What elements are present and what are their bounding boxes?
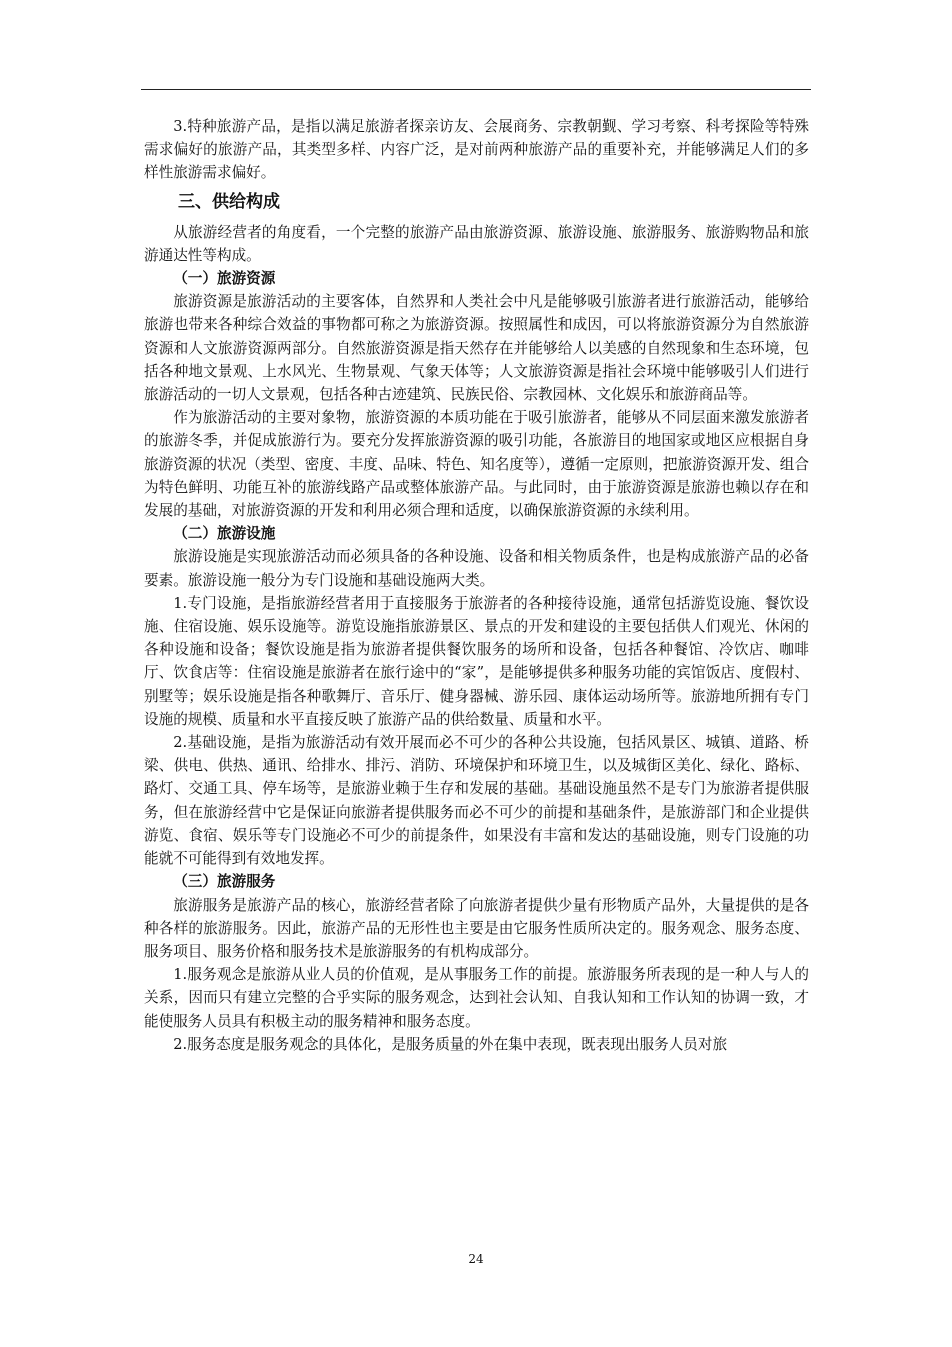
paragraph-services-2: 1.服务观念是旅游从业人员的价值观，是从事服务工作的前提。旅游服务所表现的是一种人与人的关系，因而只有建立完整的合乎实际的服务观念，达到社会认知、自我认知和工作认知的协调一致，才能使服务人员具有积极主动的服务精神和服务态度。 [144, 966, 809, 1030]
section-heading-supply: 三、供给构成 [178, 191, 280, 212]
paragraph-facilities-3: 2.基础设施，是指为旅游活动有效开展而必不可少的各种公共设施，包括风景区、城镇、道路、桥梁、供电、供热、通讯、给排水、排污、消防、环境保护和环境卫生，以及城街区美化、绿化、路标、路灯、交通工具、停车场等，是旅游业赖于生存和发展的基础。基础设施虽然不是专门为旅游者提供服务，但在旅游经营中它是保证向旅游者提供服务而必不可少的前提和基础条件，是旅游部门和企业提供游览、食宿、娱乐等专门设施必不可少的前提条件，如果没有丰富和发达的基础设施，则专门设施的功能就不可能得到有效地发挥。 [144, 734, 809, 868]
subsection-heading-services: （三）旅游服务 [173, 873, 276, 891]
paragraph-supply-intro: 从旅游经营者的角度看，一个完整的旅游产品由旅游资源、旅游设施、旅游服务、旅游购物品和旅游通达性等构成。 [144, 223, 809, 264]
header-rule [141, 89, 811, 90]
paragraph-services-1: 旅游服务是旅游产品的核心，旅游经营者除了向旅游者提供少量有形物质产品外，大量提供的是各种各样的旅游服务。因此，旅游产品的无形性也主要是由它服务性质所决定的。服务观念、服务态度、服务项目、服务价格和服务技术是旅游服务的有机构成部分。 [144, 896, 809, 960]
page-number: 24 [468, 1252, 484, 1266]
paragraph-special-tourism: 3.特种旅游产品，是指以满足旅游者探亲访友、会展商务、宗教朝觐、学习考察、科考探险等特殊需求偏好的旅游产品，其类型多样、内容广泛，是对前两种旅游产品的重要补充，并能够满足人们的多样性旅游需求偏好。 [144, 118, 809, 182]
subsection-heading-resources: （一）旅游资源 [173, 270, 276, 288]
paragraph-facilities-1: 旅游设施是实现旅游活动而必须具备的各种设施、设备和相关物质条件，也是构成旅游产品的必备要素。旅游设施一般分为专门设施和基础设施两大类。 [144, 548, 809, 589]
subsection-heading-facilities: （二）旅游设施 [173, 525, 276, 543]
paragraph-resources-2: 作为旅游活动的主要对象物，旅游资源的本质功能在于吸引旅游者，能够从不同层面来激发旅游者的旅游冬季，并促成旅游行为。要充分发挥旅游资源的吸引功能，各旅游目的地国家或地区应根据自身旅游资源的状况（类型、密度、丰度、品味、特色、知名度等），遵循一定原则，把旅游资源开发、组合为特色鲜明、功能互补的旅游线路产品或整体旅游产品。与此同时，由于旅游资源是旅游也赖以存在和发展的基础，对旅游资源的开发和利用必须合理和适度，以确保旅游资源的永续利用。 [144, 409, 809, 520]
paragraph-services-3: 2.服务态度是服务观念的具体化，是服务质量的外在集中表现，既表现出服务人员对旅 [173, 1035, 728, 1053]
page-body [144, 115, 809, 1056]
paragraph-facilities-2: 1.专门设施，是指旅游经营者用于直接服务于旅游者的各种接待设施，通常包括游览设施、餐饮设施、住宿设施、娱乐设施等。游览设施指旅游景区、景点的开发和建设的主要包括供人们观光、休闲的各种设施和设备；餐饮设施是指为旅游者提供餐饮服务的场所和设备，包括各种餐馆、冷饮店、咖啡厅、饮食店等：住宿设施是旅游者在旅行途中的“家”，是能够提供多种服务功能的宾馆饭店、度假村、别墅等；娱乐设施是指各种歌舞厅、音乐厅、健身器械、游乐园、康体运动场所等。旅游地所拥有专门设施的规模、质量和水平直接反映了旅游产品的供给数量、质量和水平。 [144, 594, 809, 728]
paragraph-resources-1: 旅游资源是旅游活动的主要客体，自然界和人类社会中凡是能够吸引旅游者进行旅游活动，能够给旅游也带来各种综合效益的事物都可称之为旅游资源。按照属性和成因，可以将旅游资源分为自然旅游资源和人文旅游资源两部分。自然旅游资源是指天然存在并能够给人以美感的自然现象和生态环境，包括各种地文景观、上水风光、生物景观、气象天体等；人文旅游资源是指社会环境中能够吸引人们进行旅游活动的一切人文景观，包括各种古迹建筑、民族民俗、宗教园林、文化娱乐和旅游商品等。 [144, 293, 809, 404]
